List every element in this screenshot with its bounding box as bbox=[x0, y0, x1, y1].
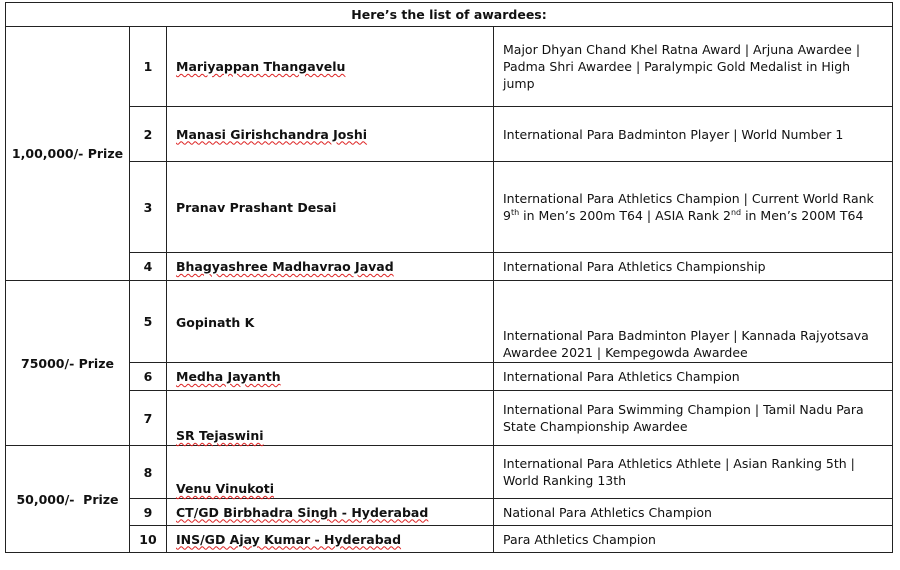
prize-cell: 1,00,000/- Prize bbox=[6, 27, 130, 281]
awardee-name: Pranav Prashant Desai bbox=[167, 162, 494, 253]
prize-cell: 75000/- Prize bbox=[6, 281, 130, 446]
row-number: 2 bbox=[130, 107, 167, 162]
table-row bbox=[6, 107, 893, 162]
table-row bbox=[6, 27, 893, 107]
awardee-name: Bhagyashree Madhavrao Javad bbox=[167, 253, 494, 281]
row-number: 5 bbox=[130, 281, 167, 363]
row-number: 3 bbox=[130, 162, 167, 253]
awardee-description: International Para Badminton Player | Kannada Rajyotsava Awardee 2021 | Kempegowda Awardee bbox=[494, 281, 893, 363]
table-row bbox=[6, 446, 893, 499]
awardee-description: International Para Athletics Champion bbox=[494, 363, 893, 391]
row-number: 8 bbox=[130, 446, 167, 499]
awardee-description: Para Athletics Champion bbox=[494, 526, 893, 553]
table-title: Here’s the list of awardees: bbox=[6, 3, 893, 27]
awardee-description: International Para Athletics Athlete | Asian Ranking 5th | World Ranking 13th bbox=[494, 446, 893, 499]
awardee-name: SR Tejaswini bbox=[167, 391, 494, 446]
row-number: 6 bbox=[130, 363, 167, 391]
table-header-row bbox=[6, 3, 893, 27]
awardee-description: International Para Badminton Player | World Number 1 bbox=[494, 107, 893, 162]
awardee-description: International Para Athletics Champion | Current World Rank 9th in Men’s 200m T64 | ASIA Rank 2nd in Men’s 200M T64 bbox=[494, 162, 893, 253]
row-number: 4 bbox=[130, 253, 167, 281]
awardee-name: Manasi Girishchandra Joshi bbox=[167, 107, 494, 162]
row-number: 7 bbox=[130, 391, 167, 446]
awardee-description: National Para Athletics Champion bbox=[494, 499, 893, 526]
awardee-description: International Para Athletics Championship bbox=[494, 253, 893, 281]
table-row bbox=[6, 253, 893, 281]
awardees-table bbox=[5, 2, 893, 553]
awardee-name: Mariyappan Thangavelu bbox=[167, 27, 494, 107]
awardee-name: Gopinath K bbox=[167, 281, 494, 363]
awardee-description: Major Dhyan Chand Khel Ratna Award | Arjuna Awardee | Padma Shri Awardee | Paralympic Gold Medalist in High jump bbox=[494, 27, 893, 107]
table-row bbox=[6, 391, 893, 446]
table-row bbox=[6, 162, 893, 253]
row-number: 10 bbox=[130, 526, 167, 553]
row-number: 9 bbox=[130, 499, 167, 526]
table-row bbox=[6, 281, 893, 363]
table-row bbox=[6, 526, 893, 553]
awardee-name: Medha Jayanth bbox=[167, 363, 494, 391]
table-row bbox=[6, 363, 893, 391]
table-row bbox=[6, 499, 893, 526]
awardee-name: INS/GD Ajay Kumar - Hyderabad bbox=[167, 526, 494, 553]
awardee-name: CT/GD Birbhadra Singh - Hyderabad bbox=[167, 499, 494, 526]
row-number: 1 bbox=[130, 27, 167, 107]
awardee-name: Venu Vinukoti bbox=[167, 446, 494, 499]
awardee-description: International Para Swimming Champion | Tamil Nadu Para State Championship Awardee bbox=[494, 391, 893, 446]
prize-cell: 50,000/- Prize bbox=[6, 446, 130, 553]
